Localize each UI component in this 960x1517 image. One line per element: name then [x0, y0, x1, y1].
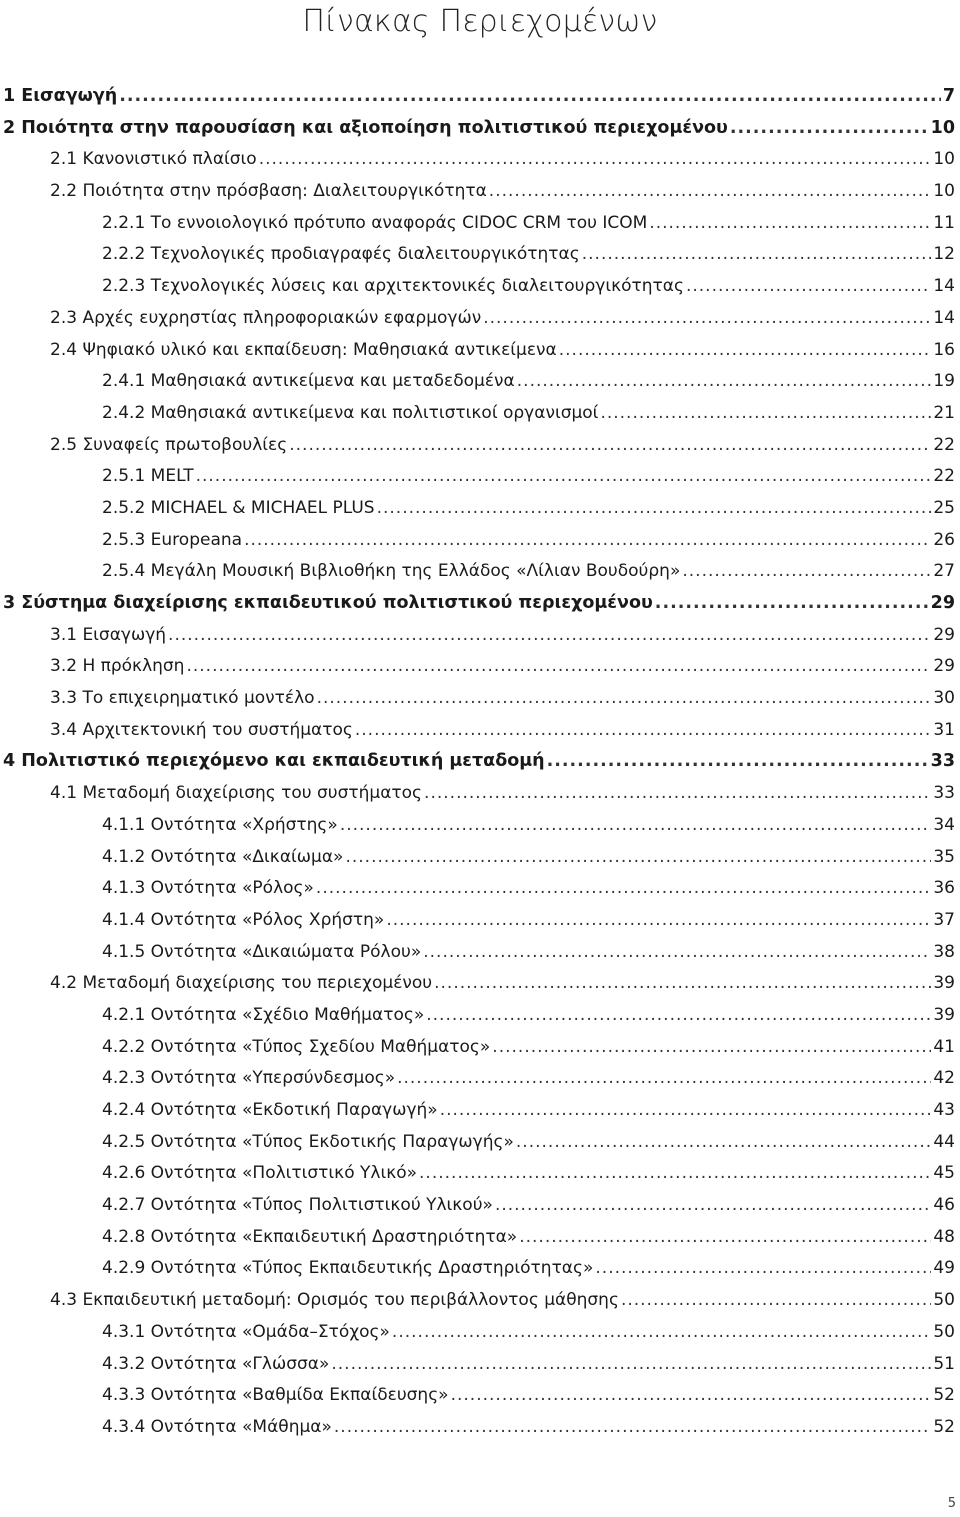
- toc-entry[interactable]: [0, 308, 960, 340]
- toc-entry[interactable]: [0, 815, 960, 847]
- toc-entry-page-number: 29: [930, 593, 955, 613]
- toc-entry-label: 3.4 Αρχιτεκτονική του συστήματος: [50, 719, 353, 740]
- toc-entry-label: 4 Πολιτιστικό περιεχόμενο και εκπαιδευτική μεταδομή: [3, 751, 545, 772]
- toc-entry-page-number: 22: [933, 466, 955, 487]
- toc-entry[interactable]: [0, 213, 960, 245]
- toc-entry-label: 4.1.5 Οντότητα «Δικαιώματα Ρόλου»: [102, 941, 422, 962]
- toc-dot-leader: [655, 593, 929, 613]
- toc-entry-page-number: 50: [933, 1321, 955, 1342]
- toc-entry-label: 2.2 Ποιότητα στην πρόσβαση: Διαλειτουργικότητα: [50, 181, 487, 202]
- toc-dot-leader: [426, 1005, 931, 1025]
- page-title: Πίνακας Περιεχομένων: [302, 4, 658, 39]
- toc-dot-leader: [392, 1322, 931, 1342]
- toc-entry-label: 4.3.3 Οντότητα «Βαθμίδα Εκπαίδευσης»: [102, 1385, 449, 1406]
- toc-entry-page-number: 36: [933, 878, 955, 899]
- toc-entry-page-number: 33: [930, 751, 955, 772]
- toc-entry[interactable]: [0, 1100, 960, 1132]
- toc-dot-leader: [397, 1068, 931, 1088]
- toc-entry-page-number: 14: [933, 307, 955, 328]
- toc-entry-label: 4.2.1 Οντότητα «Σχέδιο Μαθήματος»: [102, 1004, 425, 1025]
- toc-entry[interactable]: [0, 720, 960, 752]
- toc-entry-page-number: 25: [933, 497, 955, 518]
- toc-dot-leader: [259, 149, 932, 169]
- toc-entry-page-number: 27: [933, 561, 955, 582]
- toc-dot-leader: [419, 1163, 931, 1183]
- toc-entry-page-number: 30: [933, 688, 955, 709]
- toc-entry-label: 2.5.2 MICHAEL & MICHAEL PLUS: [102, 497, 375, 518]
- toc-dot-leader: [495, 1195, 931, 1215]
- toc-entry[interactable]: [0, 530, 960, 562]
- toc-entry-label: 3.1 Εισαγωγή: [50, 624, 167, 645]
- toc-entry-page-number: 22: [933, 434, 955, 455]
- toc-dot-leader: [686, 276, 931, 296]
- toc-entry-label: 4.1 Μεταδομή διαχείρισης του συστήματος: [50, 783, 423, 804]
- toc-entry[interactable]: [0, 403, 960, 435]
- toc-dot-leader: [440, 1100, 932, 1120]
- toc-entry-label: 4.2.7 Οντότητα «Τύπος Πολιτιστικού Υλικού»: [102, 1195, 493, 1216]
- toc-entry-label: 4.1.4 Οντότητα «Ρόλος Χρήστη»: [102, 909, 385, 930]
- toc-entry-label: 2.4.2 Μαθησιακά αντικείμενα και πολιτιστικοί οργανισμοί: [102, 402, 599, 423]
- toc-dot-leader: [316, 878, 931, 898]
- toc-entry-page-number: 10: [930, 117, 955, 138]
- toc-entry[interactable]: [0, 751, 960, 783]
- toc-entry[interactable]: [0, 1258, 960, 1290]
- toc-dot-leader: [423, 942, 931, 962]
- toc-entry-page-number: 37: [933, 909, 955, 930]
- toc-entry-label: 2.5.4 Μεγάλη Μουσική Βιβλιοθήκη της Ελλάδος «Λίλιαν Βουδούρη»: [102, 561, 681, 582]
- toc-entry-page-number: 7: [942, 86, 955, 106]
- toc-entry-label: 4.3.4 Οντότητα «Μάθημα»: [102, 1416, 332, 1437]
- toc-dot-leader: [317, 688, 932, 708]
- toc-entry[interactable]: [0, 1037, 960, 1069]
- table-of-contents: [0, 86, 960, 1449]
- toc-entry-page-number: 35: [933, 846, 955, 867]
- toc-entry-page-number: 21: [933, 402, 955, 423]
- toc-entry[interactable]: [0, 371, 960, 403]
- toc-entry-label: 2.4.1 Μαθησιακά αντικείμενα και μεταδεδομένα: [102, 371, 515, 392]
- toc-entry-page-number: 10: [933, 149, 955, 170]
- toc-entry-label: 4.2.6 Οντότητα «Πολιτιστικό Υλικό»: [102, 1163, 418, 1184]
- toc-entry-label: 2.3 Αρχές ευχρηστίας πληροφοριακών εφαρμογών: [50, 307, 482, 328]
- toc-entry-label: 2.1 Κανονιστικό πλαίσιο: [50, 149, 257, 170]
- toc-entry-page-number: 31: [933, 719, 955, 740]
- toc-entry[interactable]: [0, 86, 960, 118]
- toc-dot-leader: [730, 118, 929, 138]
- toc-entry-label: 2.5.3 Europeana: [102, 529, 243, 550]
- toc-entry[interactable]: [0, 1322, 960, 1354]
- toc-dot-leader: [516, 1132, 931, 1152]
- toc-entry[interactable]: [0, 847, 960, 879]
- toc-entry[interactable]: [0, 340, 960, 372]
- toc-entry[interactable]: [0, 1163, 960, 1195]
- toc-dot-leader: [377, 498, 932, 518]
- toc-entry-label: 2.2.2 Τεχνολογικές προδιαγραφές διαλειτουργικότητας: [102, 244, 580, 265]
- toc-entry-page-number: 39: [933, 1004, 955, 1025]
- toc-entry-label: 2 Ποιότητα στην παρουσίαση και αξιοποίηση πολιτιστικού περιεχομένου: [3, 117, 728, 138]
- toc-entry-label: 1 Εισαγωγή: [3, 86, 118, 106]
- toc-entry[interactable]: [0, 878, 960, 910]
- toc-entry-page-number: 49: [933, 1258, 955, 1279]
- toc-entry-label: 4.2.2 Οντότητα «Τύπος Σχεδίου Μαθήματος»: [102, 1036, 491, 1057]
- toc-dot-leader: [331, 1354, 931, 1374]
- toc-dot-leader: [621, 1290, 931, 1310]
- toc-entry-page-number: 52: [933, 1416, 955, 1437]
- toc-dot-leader: [559, 340, 932, 360]
- toc-dot-leader: [345, 847, 931, 867]
- toc-entry[interactable]: [0, 1005, 960, 1037]
- toc-entry-page-number: 51: [933, 1353, 955, 1374]
- toc-entry-label: 4.2.3 Οντότητα «Υπερσύνδεσμος»: [102, 1068, 396, 1089]
- toc-entry-page-number: 48: [933, 1226, 955, 1247]
- toc-entry-label: 3.3 Το επιχειρηματικό μοντέλο: [50, 688, 315, 709]
- toc-entry-label: 2.4 Ψηφιακό υλικό και εκπαίδευση: Μαθησιακά αντικείμενα: [50, 339, 557, 360]
- toc-entry-label: 4.2.9 Οντότητα «Τύπος Εκπαιδευτικής Δραστηριότητας»: [102, 1258, 594, 1279]
- toc-entry[interactable]: [0, 435, 960, 467]
- toc-dot-leader: [424, 783, 931, 803]
- toc-dot-leader: [682, 561, 931, 581]
- toc-dot-leader: [492, 1037, 931, 1057]
- toc-entry[interactable]: [0, 466, 960, 498]
- toc-dot-leader: [595, 1258, 931, 1278]
- toc-entry-page-number: 14: [933, 276, 955, 297]
- toc-entry-label: 3.2 Η πρόκληση: [50, 656, 185, 677]
- toc-entry-page-number: 52: [933, 1385, 955, 1406]
- toc-dot-leader: [517, 371, 932, 391]
- toc-entry[interactable]: [0, 625, 960, 657]
- toc-dot-leader: [600, 403, 931, 423]
- toc-dot-leader: [186, 656, 931, 676]
- toc-dot-leader: [168, 625, 931, 645]
- toc-entry[interactable]: [0, 1290, 960, 1322]
- toc-entry-page-number: 29: [933, 624, 955, 645]
- toc-entry-page-number: 12: [933, 244, 955, 265]
- toc-entry-page-number: 50: [933, 1290, 955, 1311]
- page-number: 5: [947, 1496, 956, 1511]
- toc-entry-page-number: 19: [933, 371, 955, 392]
- toc-entry-label: 4.2 Μεταδομή διαχείρισης του περιεχομένου: [50, 973, 433, 994]
- toc-entry-page-number: 46: [933, 1195, 955, 1216]
- toc-entry-label: 2.2.3 Τεχνολογικές λύσεις και αρχιτεκτονικές διαλειτουργικότητας: [102, 276, 684, 297]
- toc-entry-label: 2.5.1 MELT: [102, 466, 194, 487]
- toc-entry[interactable]: [0, 181, 960, 213]
- toc-entry-page-number: 38: [933, 941, 955, 962]
- toc-entry-label: 4.3 Εκπαιδευτική μεταδομή: Ορισμός του περιβάλλοντος μάθησης: [50, 1290, 619, 1311]
- toc-dot-leader: [334, 1417, 931, 1437]
- toc-dot-leader: [244, 530, 931, 550]
- toc-entry[interactable]: [0, 1385, 960, 1417]
- toc-entry-page-number: 41: [933, 1036, 955, 1057]
- toc-entry-label: 4.1.3 Οντότητα «Ρόλος»: [102, 878, 314, 899]
- toc-dot-leader: [547, 751, 929, 771]
- toc-entry-page-number: 42: [933, 1068, 955, 1089]
- toc-entry-page-number: 11: [933, 212, 955, 233]
- toc-entry[interactable]: [0, 688, 960, 720]
- toc-entry-page-number: 33: [933, 783, 955, 804]
- toc-dot-leader: [434, 973, 931, 993]
- toc-entry-label: 4.2.8 Οντότητα «Εκπαιδευτική Δραστηριότητα»: [102, 1226, 518, 1247]
- toc-entry[interactable]: [0, 561, 960, 593]
- toc-entry[interactable]: [0, 118, 960, 150]
- toc-entry-label: 3 Σύστημα διαχείρισης εκπαιδευτικού πολιτιστικού περιεχομένου: [3, 593, 653, 613]
- toc-entry-page-number: 34: [933, 814, 955, 835]
- toc-dot-leader: [649, 213, 931, 233]
- toc-entry-page-number: 39: [933, 973, 955, 994]
- toc-entry[interactable]: [0, 973, 960, 1005]
- toc-entry-label: 4.1.2 Οντότητα «Δικαίωμα»: [102, 846, 344, 867]
- toc-entry[interactable]: [0, 276, 960, 308]
- toc-entry-label: 2.2.1 Το εννοιολογικό πρότυπο αναφοράς CIDOC CRM του ICOM: [102, 212, 648, 233]
- toc-entry[interactable]: [0, 1068, 960, 1100]
- toc-dot-leader: [519, 1227, 931, 1247]
- toc-entry[interactable]: [0, 1227, 960, 1259]
- toc-entry-page-number: 16: [933, 339, 955, 360]
- toc-dot-leader: [582, 244, 932, 264]
- toc-dot-leader: [483, 308, 931, 328]
- toc-dot-leader: [289, 435, 931, 455]
- toc-dot-leader: [119, 86, 941, 106]
- toc-entry[interactable]: [0, 783, 960, 815]
- toc-dot-leader: [196, 466, 932, 486]
- toc-entry[interactable]: [0, 656, 960, 688]
- toc-entry[interactable]: [0, 149, 960, 181]
- toc-entry[interactable]: [0, 244, 960, 276]
- toc-entry[interactable]: [0, 498, 960, 530]
- toc-entry-label: 2.5 Συναφείς πρωτοβουλίες: [50, 434, 288, 455]
- toc-entry-page-number: 26: [933, 529, 955, 550]
- toc-entry-page-number: 44: [933, 1131, 955, 1152]
- toc-dot-leader: [489, 181, 932, 201]
- toc-dot-leader: [386, 910, 931, 930]
- toc-entry[interactable]: [0, 1132, 960, 1164]
- toc-entry[interactable]: [0, 942, 960, 974]
- toc-entry-label: 4.3.1 Οντότητα «Ομάδα–Στόχος»: [102, 1321, 390, 1342]
- toc-entry-label: 4.3.2 Οντότητα «Γλώσσα»: [102, 1353, 330, 1374]
- toc-entry[interactable]: [0, 1354, 960, 1386]
- toc-entry-label: 4.1.1 Οντότητα «Χρήστης»: [102, 814, 338, 835]
- toc-entry-page-number: 10: [933, 181, 955, 202]
- toc-dot-leader: [451, 1385, 932, 1405]
- toc-dot-leader: [355, 720, 931, 740]
- toc-entry-page-number: 29: [933, 656, 955, 677]
- toc-entry-label: 4.2.4 Οντότητα «Εκδοτική Παραγωγή»: [102, 1100, 438, 1120]
- toc-entry[interactable]: [0, 1195, 960, 1227]
- toc-entry[interactable]: [0, 593, 960, 625]
- toc-entry-page-number: 45: [933, 1163, 955, 1184]
- toc-entry[interactable]: [0, 910, 960, 942]
- toc-dot-leader: [340, 815, 932, 835]
- toc-entry-page-number: 43: [933, 1100, 955, 1120]
- toc-entry[interactable]: [0, 1417, 960, 1449]
- toc-entry-label: 4.2.5 Οντότητα «Τύπος Εκδοτικής Παραγωγής»: [102, 1131, 514, 1152]
